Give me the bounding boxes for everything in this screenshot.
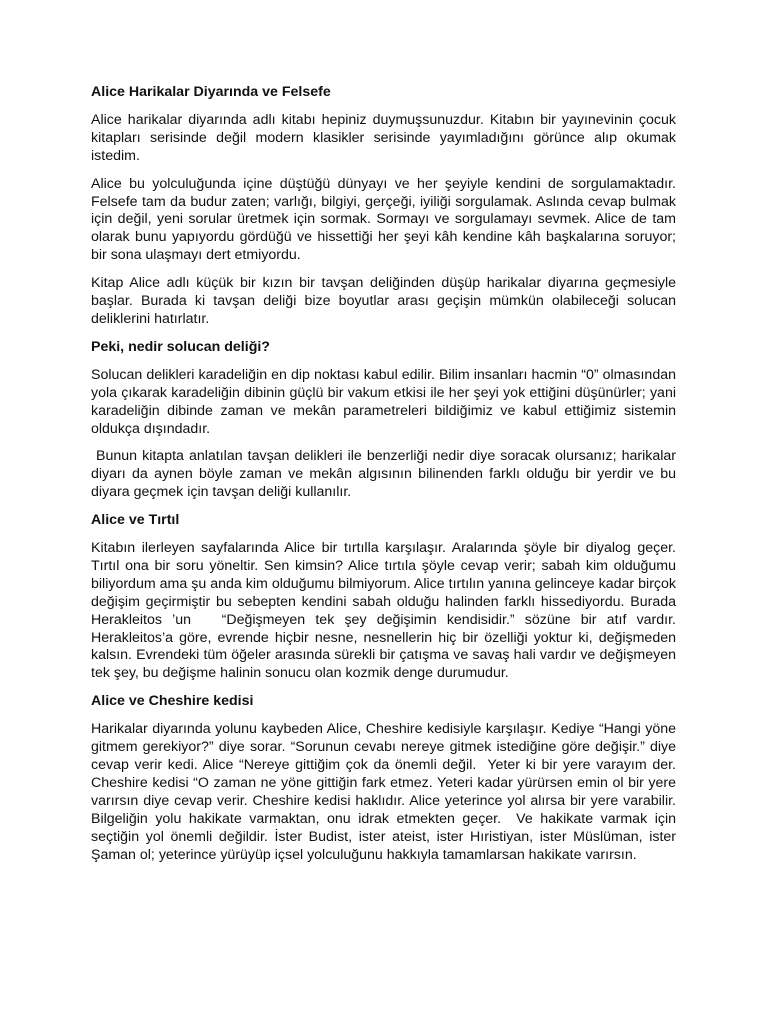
- intro-paragraph: Alice harikalar diyarında adlı kitabı hepiniz duymuşsunuzdur. Kitabın bir yayınevinin çocuk kitapları serisinde değil modern klasikler serisinde yayımladığını görünce alıp okumak istedim.: [91, 111, 676, 164]
- caterpillar-paragraph: Kitabın ilerleyen sayfalarında Alice bir tırtılla karşılaşır. Aralarında şöyle bir diyalog geçer. Tırtıl ona bir soru yöneltir. Sen kimsin? Alice tırtıla şöyle cevap verir; sabah kim olduğumu biliyordum ama şu anda kim olduğumu bilmiyorum. Alice tırtılın yanına gelinceye kadar birçok değişim geçirmiştir bu sebepten kendini sabah olduğu halinden farklı hissediyordu. Burada Herakleitos ’un “Değişmeyen tek şey değişimin kendisidir.” sözüne bir atıf vardır. Herakleitos’a göre, evrende hiçbir nesne, nesnellerin hiç bir özelliği yoktur ki, değişmeden kalsın. Evrendeki tüm öğeler arasında sürekli bir çatışma ve savaş hali vardır ve değişmeyen tek şey, bu değişme halinin sonucu olan kozmik denge durumudur.: [91, 540, 680, 682]
- wormhole-paragraph: Solucan delikleri karadeliğin en dip noktası kabul edilir. Bilim insanları hacmin “0” olmasından yola çıkarak karadeliğin dibinin güçlü bir vakum etkisi ile her şeyi yok ettiğini düşünürler; yani karadeliğin dibinde zaman ve mekân parametreleri bildiğimiz ve kabul ettiğimiz sistemin oldukça dışındadır.: [91, 366, 676, 437]
- title-heading: Alice Harikalar Diyarında ve Felsefe: [91, 84, 331, 100]
- wormhole-heading: Peki, nedir solucan deliği?: [91, 338, 270, 355]
- journey-paragraph: Alice bu yolculuğunda içine düştüğü dünyayı ve her şeyiyle kendini de sorgulamaktadır. Felsefe tam da budur zaten; varlığı, bilgiyi, gerçeği, iyiliği sorgulamak. Aslında cevap bulmak için değil, yeni sorular üretmek için sormak. Sormayı ve sorgulamayı sevmek. Alice de tam olarak bunu yapıyordu gördüğü ve hissettiği her şeyi kâh kendine kâh başkalarına soruyor; bir sona ulaşmayı dert etmiyordu.: [91, 175, 676, 264]
- document-body: [91, 84, 680, 874]
- similarity-paragraph: Bunun kitapta anlatılan tavşan delikleri ile benzerliği nedir diye soracak olursanız; harikalar diyarı da aynen böyle zaman ve mekân algısının bilinenden farklı olduğu bir yerdir ve bu diyara geçmek için tavşan deliği kullanılır.: [91, 448, 680, 501]
- cheshire-heading: Alice ve Cheshire kedisi: [91, 693, 254, 710]
- cheshire-paragraph: Harikalar diyarında yolunu kaybeden Alice, Cheshire kedisiyle karşılaşır. Kediye “Hangi yöne gitmem gerekiyor?” diye sorar. “Sorunun cevabı nereye gitmek istediğine göre değişir.” diye cevap verir kedi. Alice “Nereye gittiğim çok da önemli değil. Yeter ki bir yere varayım der. Cheshire kedisi “O zaman ne yöne gittiğin fark etmez. Yeteri kadar yürürsen emin ol bir yere varırsın diye cevap verir. Cheshire kedisi haklıdır. Alice yeterince yol alırsa bir yere varabilir. Bilgeliğin yolu hakikate varmaktan, onu idrak etmekten geçer. Ve hakikate varmak için seçtiğin yol önemli değildir. İster Budist, ister ateist, ister Hıristiyan, ister Müslüman, ister Şaman ol; yeterince yürüyüp içsel yolculuğunu hakkıyla tamamlarsan hakikate varırsın.: [91, 721, 680, 863]
- caterpillar-heading: Alice ve Tırtıl: [91, 512, 180, 529]
- rabbit-hole-paragraph: Kitap Alice adlı küçük bir kızın bir tavşan deliğinden düşüp harikalar diyarına geçmesiyle başlar. Burada ki tavşan deliği bize boyutlar arası geçişin mümkün olabileceği solucan deliklerini hatırlatır.: [91, 275, 676, 327]
